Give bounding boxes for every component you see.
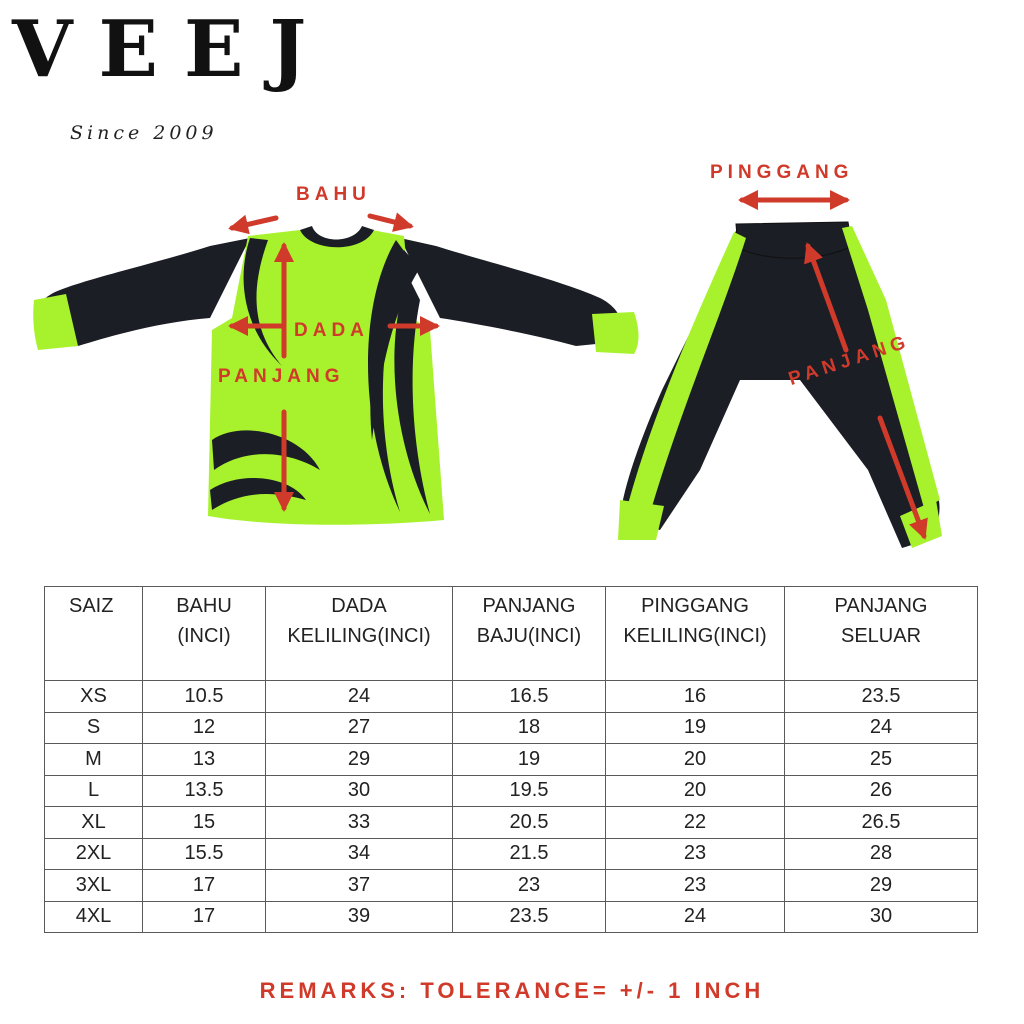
table-cell: 23.5 — [785, 681, 978, 713]
table-cell: 23.5 — [453, 901, 606, 933]
table-cell: S — [45, 712, 143, 744]
table-row — [45, 807, 978, 839]
remarks-note: REMARKS: TOLERANCE= +/- 1 INCH — [259, 978, 765, 1003]
table-cell: 18 — [453, 712, 606, 744]
label-panjang-pants: PANJANG — [786, 330, 913, 390]
table-cell: 19 — [453, 744, 606, 776]
table-cell: 29 — [785, 870, 978, 902]
table-cell: 23 — [606, 870, 785, 902]
header-panjang-baju: PANJANG BAJU(INCI) — [453, 587, 606, 681]
table-cell: 39 — [266, 901, 453, 933]
bahu-arrow-left — [232, 218, 276, 228]
table-cell: 28 — [785, 838, 978, 870]
pants-image — [618, 222, 942, 548]
table-cell: 17 — [143, 870, 266, 902]
table-cell: 33 — [266, 807, 453, 839]
table-row — [45, 712, 978, 744]
table-cell: 13 — [143, 744, 266, 776]
label-pinggang: PINGGANG — [710, 162, 854, 183]
table-cell: 37 — [266, 870, 453, 902]
table-cell: 19.5 — [453, 775, 606, 807]
table-row — [45, 870, 978, 902]
table-cell: 20 — [606, 775, 785, 807]
table-cell: 26 — [785, 775, 978, 807]
table-cell: 34 — [266, 838, 453, 870]
table-cell: 30 — [785, 901, 978, 933]
brand-tagline: Since 2009 — [70, 122, 218, 144]
table-cell: 16 — [606, 681, 785, 713]
table-cell: L — [45, 775, 143, 807]
table-row — [45, 681, 978, 713]
table-body — [45, 681, 978, 933]
header-panjang-seluar: PANJANG SELUAR — [785, 587, 978, 681]
table-cell: XS — [45, 681, 143, 713]
table-cell: 20 — [606, 744, 785, 776]
table-cell: XL — [45, 807, 143, 839]
size-chart-table — [44, 586, 978, 933]
table-cell: 4XL — [45, 901, 143, 933]
table-cell: 24 — [266, 681, 453, 713]
label-dada: DADA — [294, 320, 369, 341]
table-header-row — [45, 587, 978, 681]
table-cell: 17 — [143, 901, 266, 933]
table-cell: 15.5 — [143, 838, 266, 870]
header-pinggang: PINGGANG KELILING(INCI) — [606, 587, 785, 681]
table-cell: 21.5 — [453, 838, 606, 870]
header-saiz: SAIZ — [45, 587, 143, 681]
table-row — [45, 901, 978, 933]
table-cell: 22 — [606, 807, 785, 839]
table-cell: 30 — [266, 775, 453, 807]
table-cell: 19 — [606, 712, 785, 744]
table-cell: 10.5 — [143, 681, 266, 713]
table-cell: 23 — [453, 870, 606, 902]
table-cell: M — [45, 744, 143, 776]
header-dada: DADA KELILING(INCI) — [266, 587, 453, 681]
table-cell: 24 — [606, 901, 785, 933]
table-cell: 20.5 — [453, 807, 606, 839]
table-cell: 12 — [143, 712, 266, 744]
table-cell: 2XL — [45, 838, 143, 870]
table-cell: 15 — [143, 807, 266, 839]
table-cell: 3XL — [45, 870, 143, 902]
table-cell: 13.5 — [143, 775, 266, 807]
table-cell: 16.5 — [453, 681, 606, 713]
table-cell: 25 — [785, 744, 978, 776]
table-cell: 24 — [785, 712, 978, 744]
table-cell: 29 — [266, 744, 453, 776]
label-bahu: BAHU — [296, 184, 371, 205]
table-row — [45, 744, 978, 776]
header-bahu: BAHU (INCI) — [143, 587, 266, 681]
bahu-arrow-right — [370, 216, 410, 226]
brand-logo: VEEJ — [12, 4, 333, 95]
table-cell: 27 — [266, 712, 453, 744]
table-row — [45, 775, 978, 807]
table-cell: 26.5 — [785, 807, 978, 839]
table-row — [45, 838, 978, 870]
label-panjang-shirt: PANJANG — [218, 366, 345, 387]
table-cell: 23 — [606, 838, 785, 870]
